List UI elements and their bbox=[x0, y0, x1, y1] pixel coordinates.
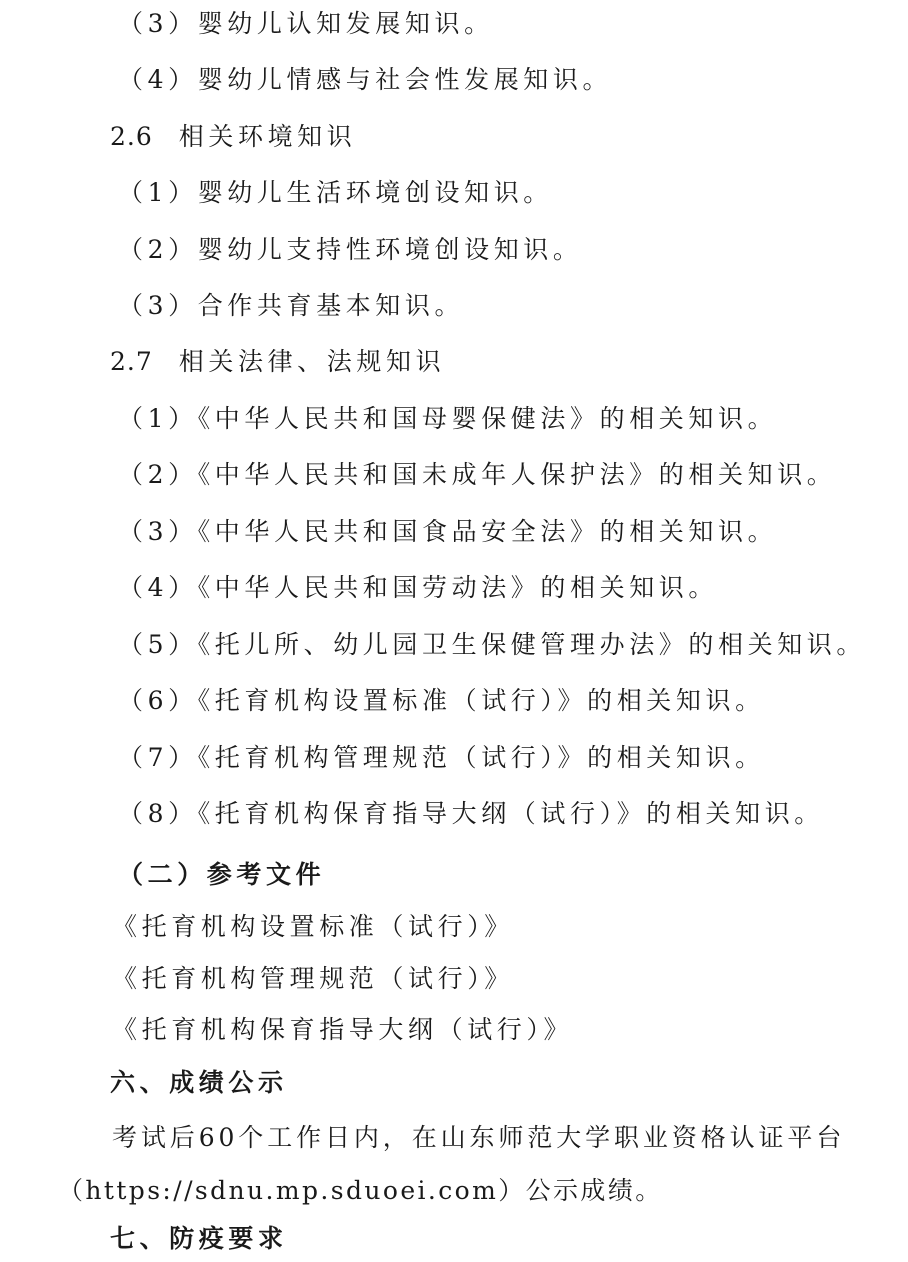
reference-doc: 《托育机构保育指导大纲（试行）》 bbox=[112, 1015, 574, 1044]
reference-doc: 《托育机构管理规范（试行）》 bbox=[112, 964, 514, 993]
heading-number: 2.6 bbox=[110, 122, 153, 151]
heading-title: 相关环境知识 bbox=[178, 122, 357, 151]
list-item: （3）《中华人民共和国食品安全法》的相关知识。 bbox=[118, 517, 778, 546]
reference-heading: （二）参考文件 bbox=[118, 860, 326, 889]
section-heading-2-7 bbox=[110, 346, 445, 378]
list-item: （2）婴幼儿支持性环境创设知识。 bbox=[118, 235, 583, 264]
section-heading-2-6 bbox=[110, 121, 356, 153]
results-heading: 六、成绩公示 bbox=[110, 1068, 288, 1097]
heading-number: 2.7 bbox=[110, 347, 153, 376]
list-item: （1）婴幼儿生活环境创设知识。 bbox=[118, 178, 553, 207]
list-item: （4）婴幼儿情感与社会性发展知识。 bbox=[118, 65, 613, 94]
list-item: （2）《中华人民共和国未成年人保护法》的相关知识。 bbox=[118, 460, 837, 489]
heading-title: 相关法律、法规知识 bbox=[178, 347, 446, 376]
list-item: （5）《托儿所、幼儿园卫生保健管理办法》的相关知识。 bbox=[118, 630, 867, 659]
list-item: （3）婴幼儿认知发展知识。 bbox=[118, 9, 494, 38]
list-item: （3）合作共育基本知识。 bbox=[118, 291, 465, 320]
results-paragraph-line2: （https://sdnu.mp.sduoei.com）公示成绩。 bbox=[58, 1176, 663, 1205]
list-item: （6）《托育机构设置标准（试行）》的相关知识。 bbox=[118, 686, 765, 715]
list-item: （8）《托育机构保育指导大纲（试行）》的相关知识。 bbox=[118, 799, 824, 828]
list-item: （4）《中华人民共和国劳动法》的相关知识。 bbox=[118, 573, 719, 602]
reference-doc: 《托育机构设置标准（试行）》 bbox=[112, 912, 514, 941]
epidemic-heading: 七、防疫要求 bbox=[110, 1224, 288, 1253]
list-item: （1）《中华人民共和国母婴保健法》的相关知识。 bbox=[118, 404, 778, 433]
results-paragraph-line1: 考试后60个工作日内，在山东师范大学职业资格认证平台 bbox=[112, 1123, 846, 1152]
list-item: （7）《托育机构管理规范（试行）》的相关知识。 bbox=[118, 743, 765, 772]
